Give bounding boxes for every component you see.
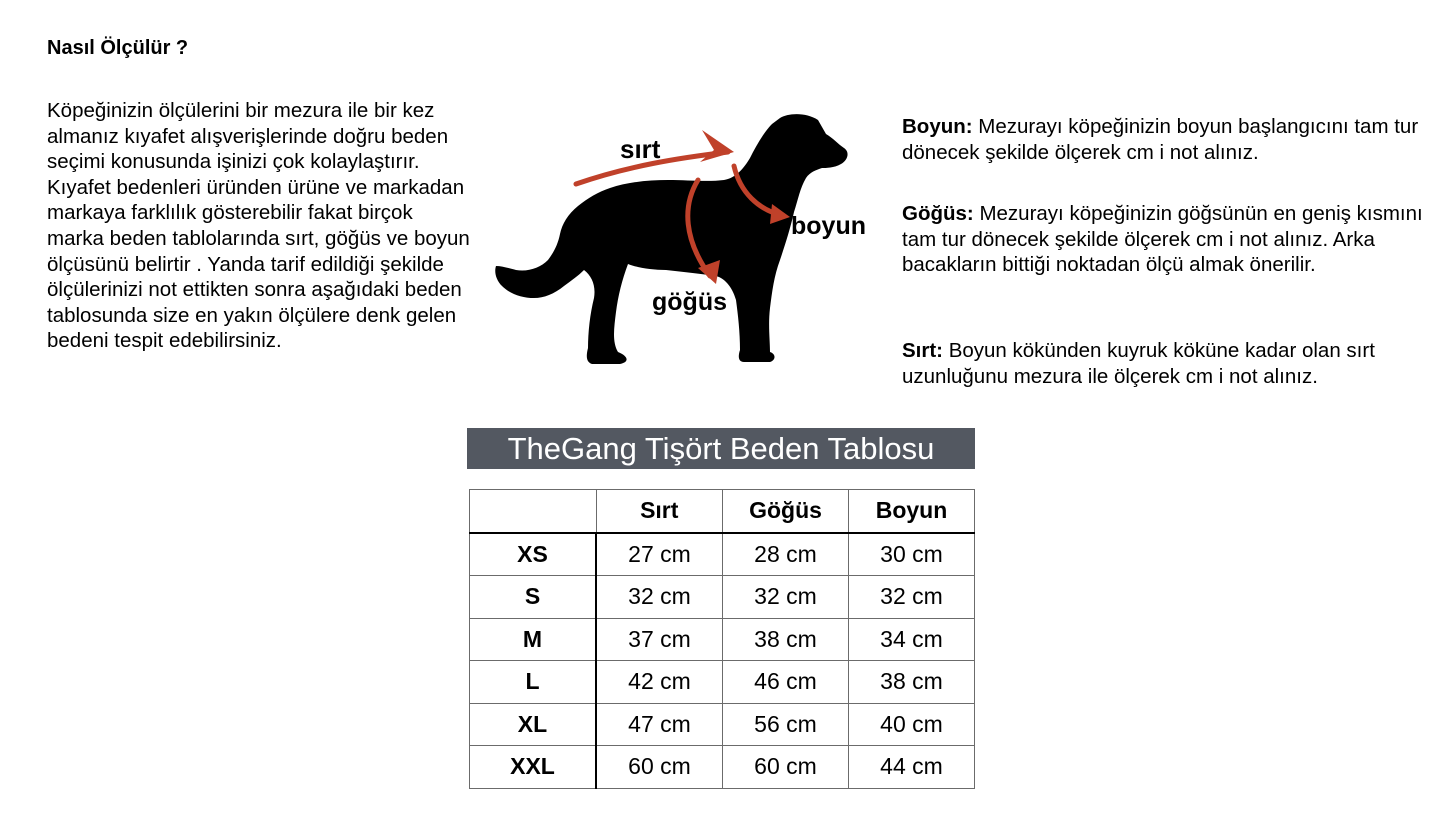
size-label: M: [470, 618, 597, 661]
table-row: [470, 576, 975, 619]
definition-chest-term: Göğüs:: [902, 202, 974, 225]
table-row: [470, 661, 975, 704]
table-header-sirt: Sırt: [596, 490, 723, 533]
cell-sirt: 47 cm: [596, 703, 723, 746]
definition-back-text: Boyun kökünden kuyruk köküne kadar olan sırt uzunluğunu mezura ile ölçerek cm i not alınız.: [902, 339, 1375, 388]
size-table: [469, 489, 975, 789]
size-label: XXL: [470, 746, 597, 789]
neck-label: boyun: [791, 212, 866, 240]
chest-label: göğüs: [652, 288, 727, 316]
definition-back-term: Sırt:: [902, 339, 943, 362]
definition-chest-text: Mezurayı köpeğinizin göğsünün en geniş kısmını tam tur dönecek şekilde ölçerek cm i not alınız. Arka bacakların bittiği noktadan ölçü almak önerilir.: [902, 202, 1423, 277]
cell-sirt: 27 cm: [596, 533, 723, 576]
cell-gogus: 60 cm: [723, 746, 849, 789]
definition-neck: [902, 114, 1437, 165]
definition-chest: [902, 201, 1437, 278]
cell-boyun: 38 cm: [849, 661, 975, 704]
back-label: sırt: [620, 134, 661, 164]
cell-boyun: 32 cm: [849, 576, 975, 619]
cell-sirt: 42 cm: [596, 661, 723, 704]
cell-boyun: 34 cm: [849, 618, 975, 661]
definition-back: [902, 338, 1437, 389]
table-header-corner: [470, 490, 597, 533]
size-label: S: [470, 576, 597, 619]
cell-sirt: 37 cm: [596, 618, 723, 661]
table-header-boyun: Boyun: [849, 490, 975, 533]
cell-sirt: 32 cm: [596, 576, 723, 619]
table-header-row: [470, 490, 975, 533]
definition-neck-term: Boyun:: [902, 115, 973, 138]
cell-gogus: 46 cm: [723, 661, 849, 704]
cell-gogus: 38 cm: [723, 618, 849, 661]
cell-gogus: 32 cm: [723, 576, 849, 619]
table-row: [470, 746, 975, 789]
cell-boyun: 44 cm: [849, 746, 975, 789]
page-title: Nasıl Ölçülür ?: [47, 37, 189, 59]
dog-measurement-diagram: [488, 100, 866, 375]
intro-paragraph: Köpeğinizin ölçülerini bir mezura ile bir kez almanız kıyafet alışverişlerinde doğru beden seçimi konusunda işinizi çok kolaylaştırır. Kıyafet bedenleri üründen ürüne ve markadan markaya farklılık gösterebilir fakat birçok marka beden tablolarında sırt, göğüs ve boyun ölçüsünü belirtir . Yanda tarif edildiği şekilde ölçülerinizi not ettikten sonra aşağıdaki beden tablosunda size en yakın ölçülere denk gelen bedeni tespit edebilirsiniz.: [47, 99, 470, 353]
size-table-title: TheGang Tişört Beden Tablosu: [467, 428, 975, 469]
size-label: XL: [470, 703, 597, 746]
size-label: L: [470, 661, 597, 704]
table-row: [470, 703, 975, 746]
size-label: XS: [470, 533, 597, 576]
cell-sirt: 60 cm: [596, 746, 723, 789]
table-row: [470, 618, 975, 661]
table-header-gogus: Göğüs: [723, 490, 849, 533]
cell-gogus: 56 cm: [723, 703, 849, 746]
definition-neck-text: Mezurayı köpeğinizin boyun başlangıcını tam tur dönecek şekilde ölçerek cm i not alınız.: [902, 115, 1419, 164]
cell-boyun: 30 cm: [849, 533, 975, 576]
cell-gogus: 28 cm: [723, 533, 849, 576]
cell-boyun: 40 cm: [849, 703, 975, 746]
table-row: [470, 533, 975, 576]
